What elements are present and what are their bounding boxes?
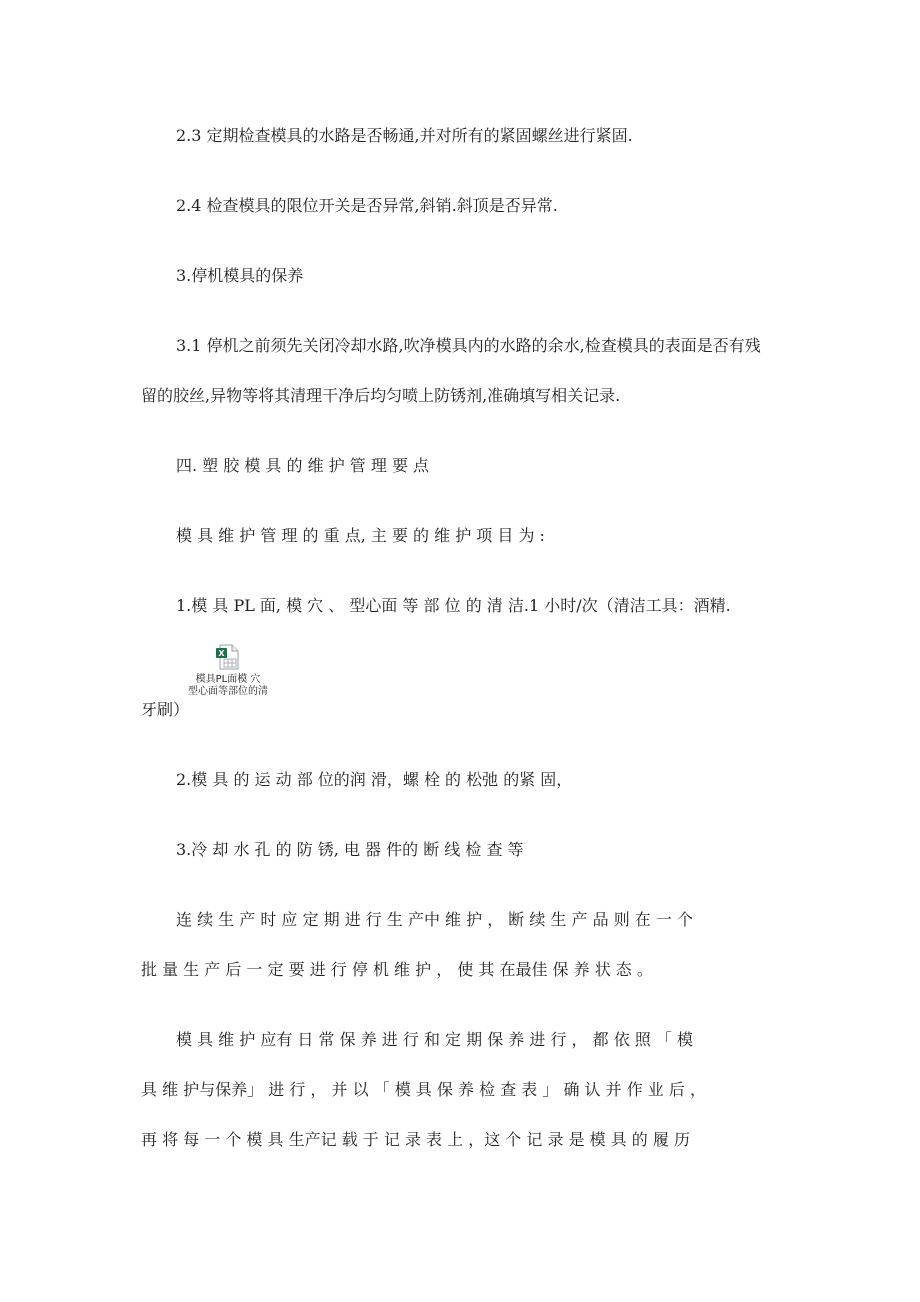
paragraph-3-1-line1: 3.1 停机之前须先关闭冷却水路,吹净模具内的水路的余水,检查模具的表面是否有残 — [176, 336, 761, 355]
paragraph-production-line2: 批 量 生 产 后 一 定 要 进 行 停 机 维 护 ， 使 其 在最佳 保 养 状 态 。 — [141, 960, 653, 979]
item-3: 3.冷 却 水 孔 的 防 锈, 电 器 件的 断 线 检 查 等 — [176, 840, 524, 859]
svg-text:X: X — [218, 649, 225, 658]
heading-4: 四. 塑 胶 模 具 的 维 护 管 理 要 点 — [176, 456, 430, 475]
paragraph-2-3: 2.3 定期检查模具的水路是否畅通,并对所有的紧固螺丝进行紧固. — [176, 126, 633, 145]
paragraph-production-line1: 连 续 生 产 时 应 定 期 进 行 生 产中 维 护 ， 断 续 生 产 品 则 在 一 个 — [176, 910, 693, 929]
embedded-excel-attachment[interactable] — [182, 644, 274, 698]
paragraph-maintenance-line1: 模 具 维 护 应有 日 常 保 养 进 行 和 定 期 保 养 进 行 ， 都 依 照 「 模 — [176, 1030, 693, 1049]
paragraph-3-1-line2: 留的胶丝,异物等将其清理干净后均匀喷上防锈剂,准确填写相关记录. — [141, 386, 621, 405]
paragraph-2-4: 2.4 检查模具的限位开关是否异常,斜销.斜顶是否异常. — [176, 196, 558, 215]
paragraph-maintenance-line3: 再 将 每 一 个 模 具 生产记 载 于 记 录 表 上 ，这 个 记 录 是 模 具 的 履 历 — [141, 1130, 690, 1149]
item-1-line2: 牙刷） — [141, 700, 190, 719]
item-1-line1: 1.模 具 PL 面, 模 穴 、 型心面 等 部 位 的 清 洁.1 小时/次（清洁工具：酒精. — [176, 596, 731, 615]
attachment-label-line2: 型心面等部位的清 — [188, 686, 268, 697]
maintenance-intro: 模 具 维 护 管 理 的 重 点, 主 要 的 维 护 项 目 为 : — [176, 526, 545, 545]
paragraph-maintenance-line2: 具 维 护与保养」 进 行 ， 并 以 「 模 具 保 养 检 查 表 」 确 认 并 作 业 后 ， — [141, 1080, 706, 1099]
attachment-label-line1: 模具PL面模 穴 — [195, 674, 261, 685]
excel-file-icon — [215, 644, 241, 670]
heading-3: 3.停机模具的保养 — [176, 266, 304, 285]
item-2: 2.模 具 的 运 动 部 位的润 滑，螺 栓 的 松弛 的紧 固， — [176, 770, 573, 789]
